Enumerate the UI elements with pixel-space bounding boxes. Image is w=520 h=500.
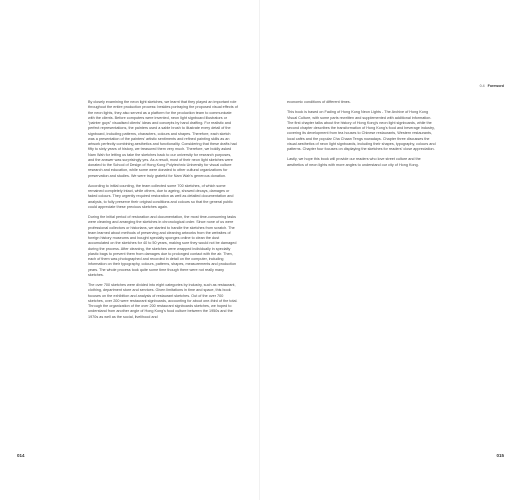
paragraph: According to initial counting, the team collected some 700 sketches, of which some remained completely intact, while others, due to ageing, showed decays, damages or faded colours. They urgently required restoration as well as detailed documentation and analysis, to fully preserve their original conditions and colours so that the general public could appreciate these precious sketches again. — [88, 183, 234, 209]
paragraph: This book is based on Fading of Hong Kong Neon Lights - The Archive of Hong Kong Visual Culture, with some parts rewritten and supplemented with additional information. The first chapter talks about the history of Hong Kong's neon light signboards, while the second chapter describes the transformation of Hong Kong's food and beverage industry, covering its development from tea houses to Chinese restaurants, Western restaurants, local cafés and the popular Cha Chaan Tengs nowadays. Chapter three discusses the visual aesthetics of neon light signboards, including their shapes, typography, colours and patterns. Chapter four focuses on displaying the sketches for readers' close appreciation. — [287, 110, 436, 151]
paragraph: By closely examining the neon light sketches, we learnt that they played an important role throughout the entire production process: besides portraying the proposed visual effects of the neon lights, they also served as a platform for the production team to communicate with the clients. Before computers were invented, neon light signboard illustrators or "painter guys" visualised clients' ideas and concepts by hand drafting. For realistic and perfect representations, the painters used a sable brush to illustrate every detail of the signboard, including patterns, characters, colours and shapes. Therefore, each sketch was a presentation of the painters' artistic sentiments and refined painting skills as an artwork perfectly combining aesthetics and functionality. Considering that these drafts had fifty to sixty years of history, we treasured them very much. Therefore, we boldly asked Nam Wah for letting us take the sketches back to our university for research purposes, and the answer was surprisingly yes. As a result, most of their neon light sketches were donated to the School of Design of Hong Kong Polytechnic University for visual culture research and education, while some were donated to other cultural organizations for preservation and studies. We were truly grateful for Nam Wah's generous donation. — [88, 100, 238, 178]
right-text-column — [287, 100, 438, 173]
section-number: 0.4 — [479, 84, 485, 88]
right-page — [260, 0, 520, 500]
running-head — [480, 84, 504, 88]
paragraph: Lastly, we hope this book will provide our readers who love street culture and the aesthetics of neon lights with more angles to understand our city of Hong Kong. — [287, 157, 421, 167]
paragraph: During the initial period of restoration and documentation, the most time-consuming tasks were cleaning and arranging the sketches in chronological order. Since none of us were professional collectors or historians, we started to handle the sketches from scratch. The team learned about methods of preserving and cleaning artworks from the websites of foreign history museums and bought specialty sponges online to clean the dust accumulated on the sketches for 40 to 50 years, making sure they would not be damaged during the process. After cleaning, the sketches were wrapped individually in specialty plastic bags to prevent them from damages due to prolonged contact with the air. Then, each of them was photographed and recorded in detail on the computer, including information on their typography, colours, patterns, shapes, measurements and production years. The whole process took quite some time though there were not really many sketches. — [88, 215, 237, 277]
page-number-right: 015 — [496, 453, 504, 458]
section-label: Foreword — [487, 84, 504, 88]
paragraph: economic conditions of different times. — [287, 100, 351, 104]
left-text-column — [88, 100, 238, 325]
paragraph: The over 700 sketches were divided into eight categories by industry, such as restaurant, clothing, department store and services. Given limitations in time and space, this book focuses on the exhibition and analysis of restaurant sketches. Out of the over 700 sketches, over 200 were restaurant signboards, accounting for about one-third of the total. Through the organization of the over 200 restaurant signboards sketches, we hoped to understand from another angle of Hong Kong's food culture between the 1950s and the 1970s as well as the social, livelihood and — [88, 283, 238, 319]
page-number-left: 014 — [17, 453, 25, 458]
